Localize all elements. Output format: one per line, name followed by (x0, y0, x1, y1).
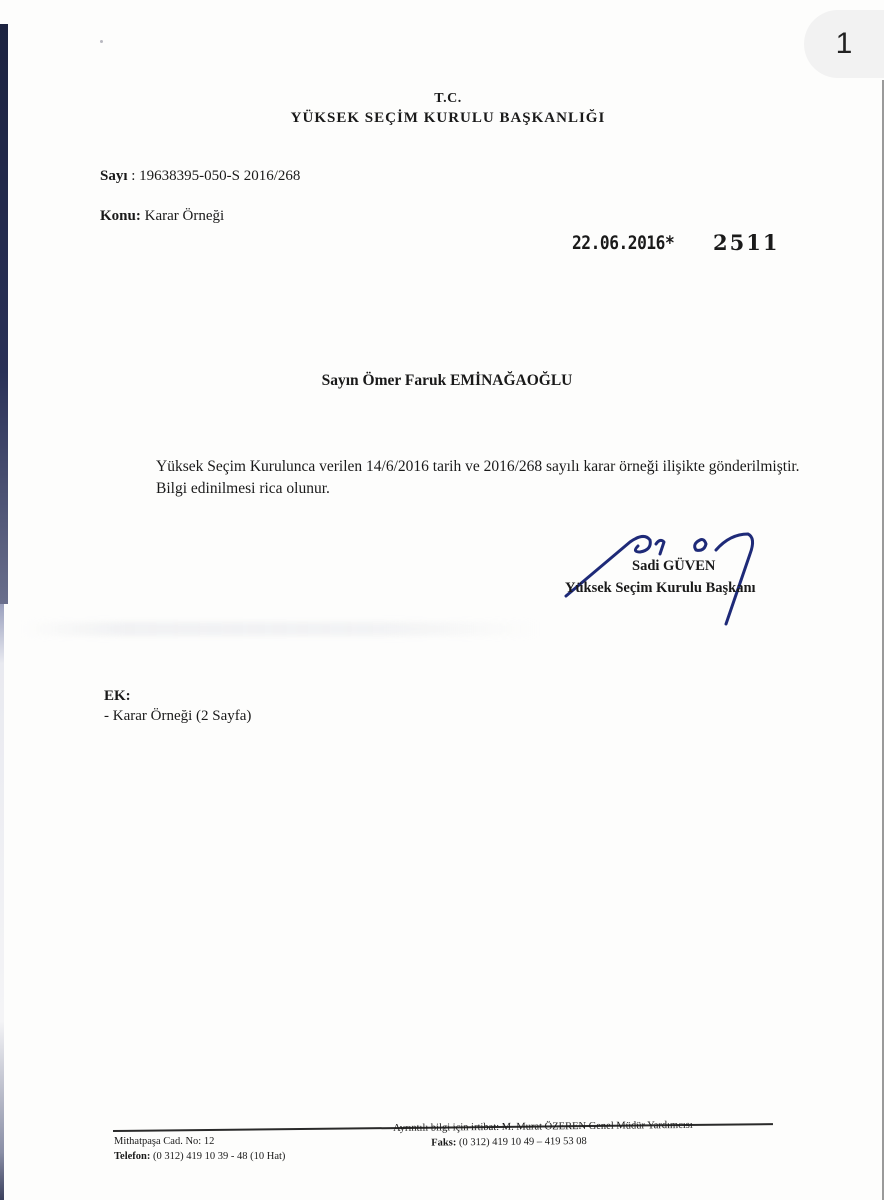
subject-line (100, 208, 224, 225)
salutation: Sayın Ömer Faruk EMİNAĞAOĞLU (321, 372, 573, 389)
scan-smudge (20, 622, 540, 636)
signature-scribble-icon (560, 528, 820, 628)
footer-fax (393, 1133, 693, 1151)
attachments (104, 686, 251, 726)
footer-fax-label: Faks: (431, 1137, 457, 1149)
footer-phone (114, 1149, 285, 1164)
reference-label: Sayı (100, 168, 128, 184)
document-number-stamp: 2511 (713, 230, 780, 255)
footer-phone-value: (0 312) 419 10 39 - 48 (10 Hat) (153, 1151, 286, 1162)
letterhead (0, 90, 884, 128)
footer-phone-label: Telefon: (114, 1151, 151, 1162)
body-paragraph-2: Bilgi edinilmesi rica olunur. (156, 480, 330, 497)
signature-mark (560, 528, 820, 628)
reference-number (100, 168, 300, 185)
attachment-item: - Karar Örneği (2 Sayfa) (104, 708, 252, 724)
reference-value: : 19638395-050-S 2016/268 (131, 168, 301, 184)
subject-value: Karar Örneği (144, 208, 225, 224)
signatory-name: Sadi GÜVEN (632, 558, 716, 574)
footer-contact-block (393, 1118, 693, 1151)
footer-address: Mithatpaşa Cad. No: 12 (114, 1136, 215, 1147)
footer-address-block (114, 1134, 285, 1164)
binding-edge-lower (0, 604, 4, 1200)
body-paragraph-1: Yüksek Seçim Kurulunca verilen 14/6/2016 tarih ve 2016/268 sayılı karar örneği ilişikte gönderilmiştir. (156, 458, 800, 475)
letter-body (102, 456, 802, 500)
footer-fax-value: (0 312) 419 10 49 – 419 53 08 (458, 1135, 587, 1149)
date-stamp: 22.06.2016* (572, 232, 675, 254)
page-indicator: 1 (804, 10, 884, 78)
attachments-label: EK: (104, 688, 131, 704)
letterhead-tc: T.C. (434, 91, 462, 106)
letterhead-organization: YÜKSEK SEÇİM KURULU BAŞKANLIĞI (290, 110, 606, 126)
signatory-title: Yüksek Seçim Kurulu Başkanı (565, 580, 756, 596)
scan-speck (100, 40, 103, 43)
footer-contact: Ayrıntılı bilgi için irtibat: M. Murat ÖZEREN Genel Müdür Yardımcısı (393, 1119, 693, 1134)
subject-label: Konu: (100, 208, 141, 224)
